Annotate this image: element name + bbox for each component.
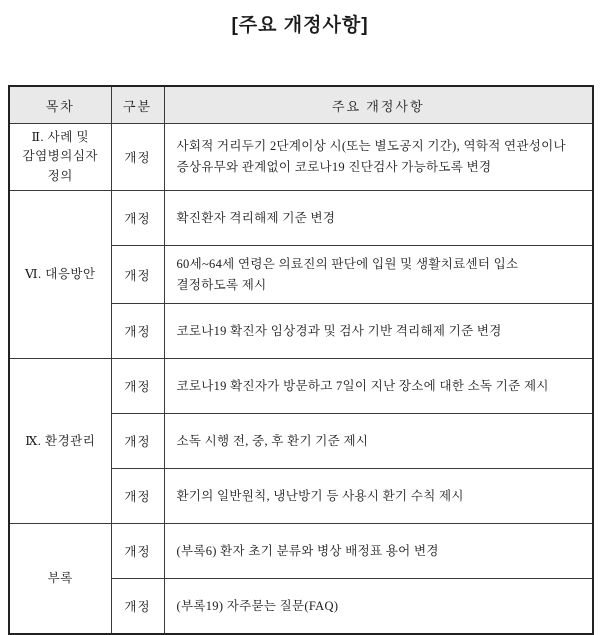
page-title: [주요 개정사항] (231, 15, 369, 36)
revision-table-header (9, 86, 593, 124)
header-row (9, 86, 593, 124)
revision-table-container (8, 85, 592, 635)
revision-description-cell: 확진환자 격리해제 기준 변경 (164, 191, 593, 246)
revision-description-cell: 사회적 거리두기 2단계이상 시(또는 별도공지 기간), 역학적 연관성이나 증상유무와 관계없이 코로나19 진단검사 가능하도록 변경 (164, 124, 593, 191)
table-row (9, 124, 593, 191)
revision-type-cell: 개정 (111, 579, 164, 635)
revision-type-cell: 개정 (111, 469, 164, 524)
header-cell-revisions: 주요 개정사항 (164, 86, 593, 124)
revision-description-cell: 소독 시행 전, 중, 후 환기 기준 제시 (164, 414, 593, 469)
revision-type-cell: 개정 (111, 414, 164, 469)
table-row (9, 191, 593, 246)
revision-type-cell: 개정 (111, 524, 164, 579)
header-cell-category: 구분 (111, 86, 164, 124)
revision-description-cell: 코로나19 확진자가 방문하고 7일이 지난 장소에 대한 소독 기준 제시 (164, 359, 593, 414)
revision-description-cell: 60세~64세 연령은 의료진의 판단에 입원 및 생활치료센터 입소 결정하도록 제시 (164, 246, 593, 304)
table-row (9, 524, 593, 579)
revision-type-cell: 개정 (111, 304, 164, 359)
revision-type-cell: 개정 (111, 359, 164, 414)
revision-description-cell: (부록19) 자주묻는 질문(FAQ) (164, 579, 593, 635)
revision-type-cell: 개정 (111, 246, 164, 304)
revision-table-body (9, 124, 593, 635)
revision-description-cell: (부록6) 환자 초기 분류와 병상 배정표 용어 변경 (164, 524, 593, 579)
revision-table (8, 85, 594, 635)
revision-description-cell: 환기의 일반원칙, 냉난방기 등 사용시 환기 수칙 제시 (164, 469, 593, 524)
category-cell: Ⅸ. 환경관리 (9, 359, 111, 524)
table-row (9, 359, 593, 414)
revision-type-cell: 개정 (111, 191, 164, 246)
header-cell-toc: 목차 (9, 86, 111, 124)
category-cell: 부록 (9, 524, 111, 635)
revision-type-cell: 개정 (111, 124, 164, 191)
category-cell: Ⅱ. 사례 및 감염병의심자 정의 (9, 124, 111, 191)
category-cell: Ⅵ. 대응방안 (9, 191, 111, 359)
revision-description-cell: 코로나19 확진자 임상경과 및 검사 기반 격리해제 기준 변경 (164, 304, 593, 359)
